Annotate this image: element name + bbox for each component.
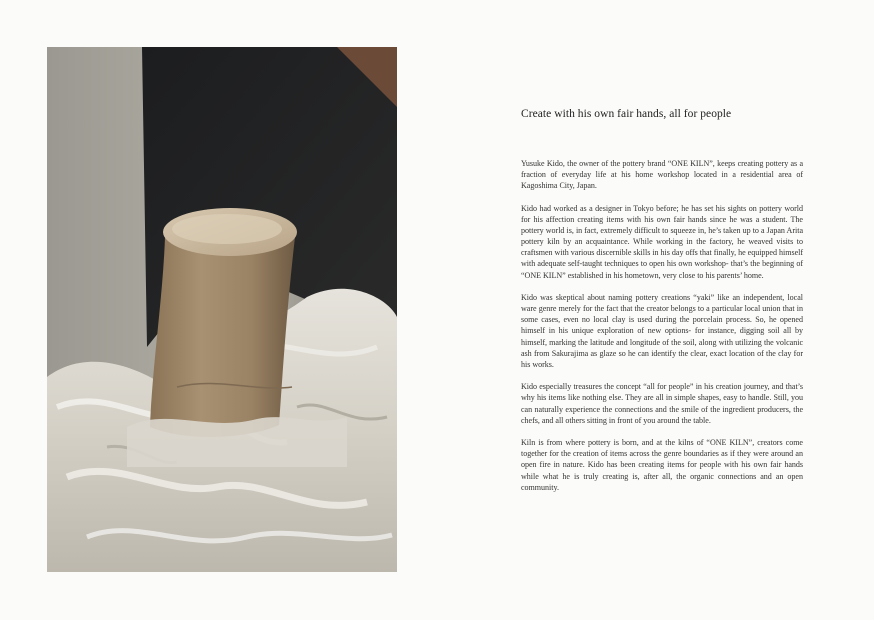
article-column [521,106,803,504]
article-paragraph: Kido had worked as a designer in Tokyo before; he has set his sights on pottery world for his affection creating items with his own fair hands since he was a student. The pottery world is, in fact, extremely difficult to squeeze in, he’s taken up to a Japan Arita pottery kiln by an acquaintance. While working in the factory, he weaved visits to craftsmen with various discernible skills in his day offs that finally, he equipped himself with adequate self-taught techniques to open his own workshop- that’s the beginning of “ONE KILN” established in his hometown, very close to his parents’ home. [521,203,803,280]
article-paragraph: Kiln is from where pottery is born, and at the kilns of “ONE KILN”, creators come together for the creation of items across the genre boundaries as if they were around an open fire in nature. Kido has been creating items for people with his own fair hands while what he is truly creating is, after all, the organic connections and an open community. [521,438,803,492]
article-paragraph: Kido was skeptical about naming pottery creations “yaki” like an independent, local ware genre merely for the fact that the creator belongs to a particular local union that in some cases, even no local clay is used during the porcelain process. So, he opened himself in his unique exploration of new options- for instance, digging soil all by himself, marking the latitude and longitude of the soil, along with utilizing the volcanic ash from Sakurajima as glaze so he can identify the clear, exact location of the clay for his works. [521,292,803,369]
article-paragraph: Yusuke Kido, the owner of the pottery brand “ONE KILN”, keeps creating pottery as a fraction of everyday life at his home workshop located in a residential area of Kagoshima City, Japan. [521,159,803,191]
article-heading: Create with his own fair hands, all for people [521,108,732,120]
clay-block-photo [47,47,397,572]
clay-block-illustration [47,47,397,572]
article-paragraph: Kido especially treasures the concept “all for people” in his creation journey, and that’s why his items like nothing else. They are all in simple shapes, easy to handle. Still, you can naturally experience the connections and the smile of the ingredient producers, the chefs, and all others sitting in front of you around the table. [521,382,803,425]
